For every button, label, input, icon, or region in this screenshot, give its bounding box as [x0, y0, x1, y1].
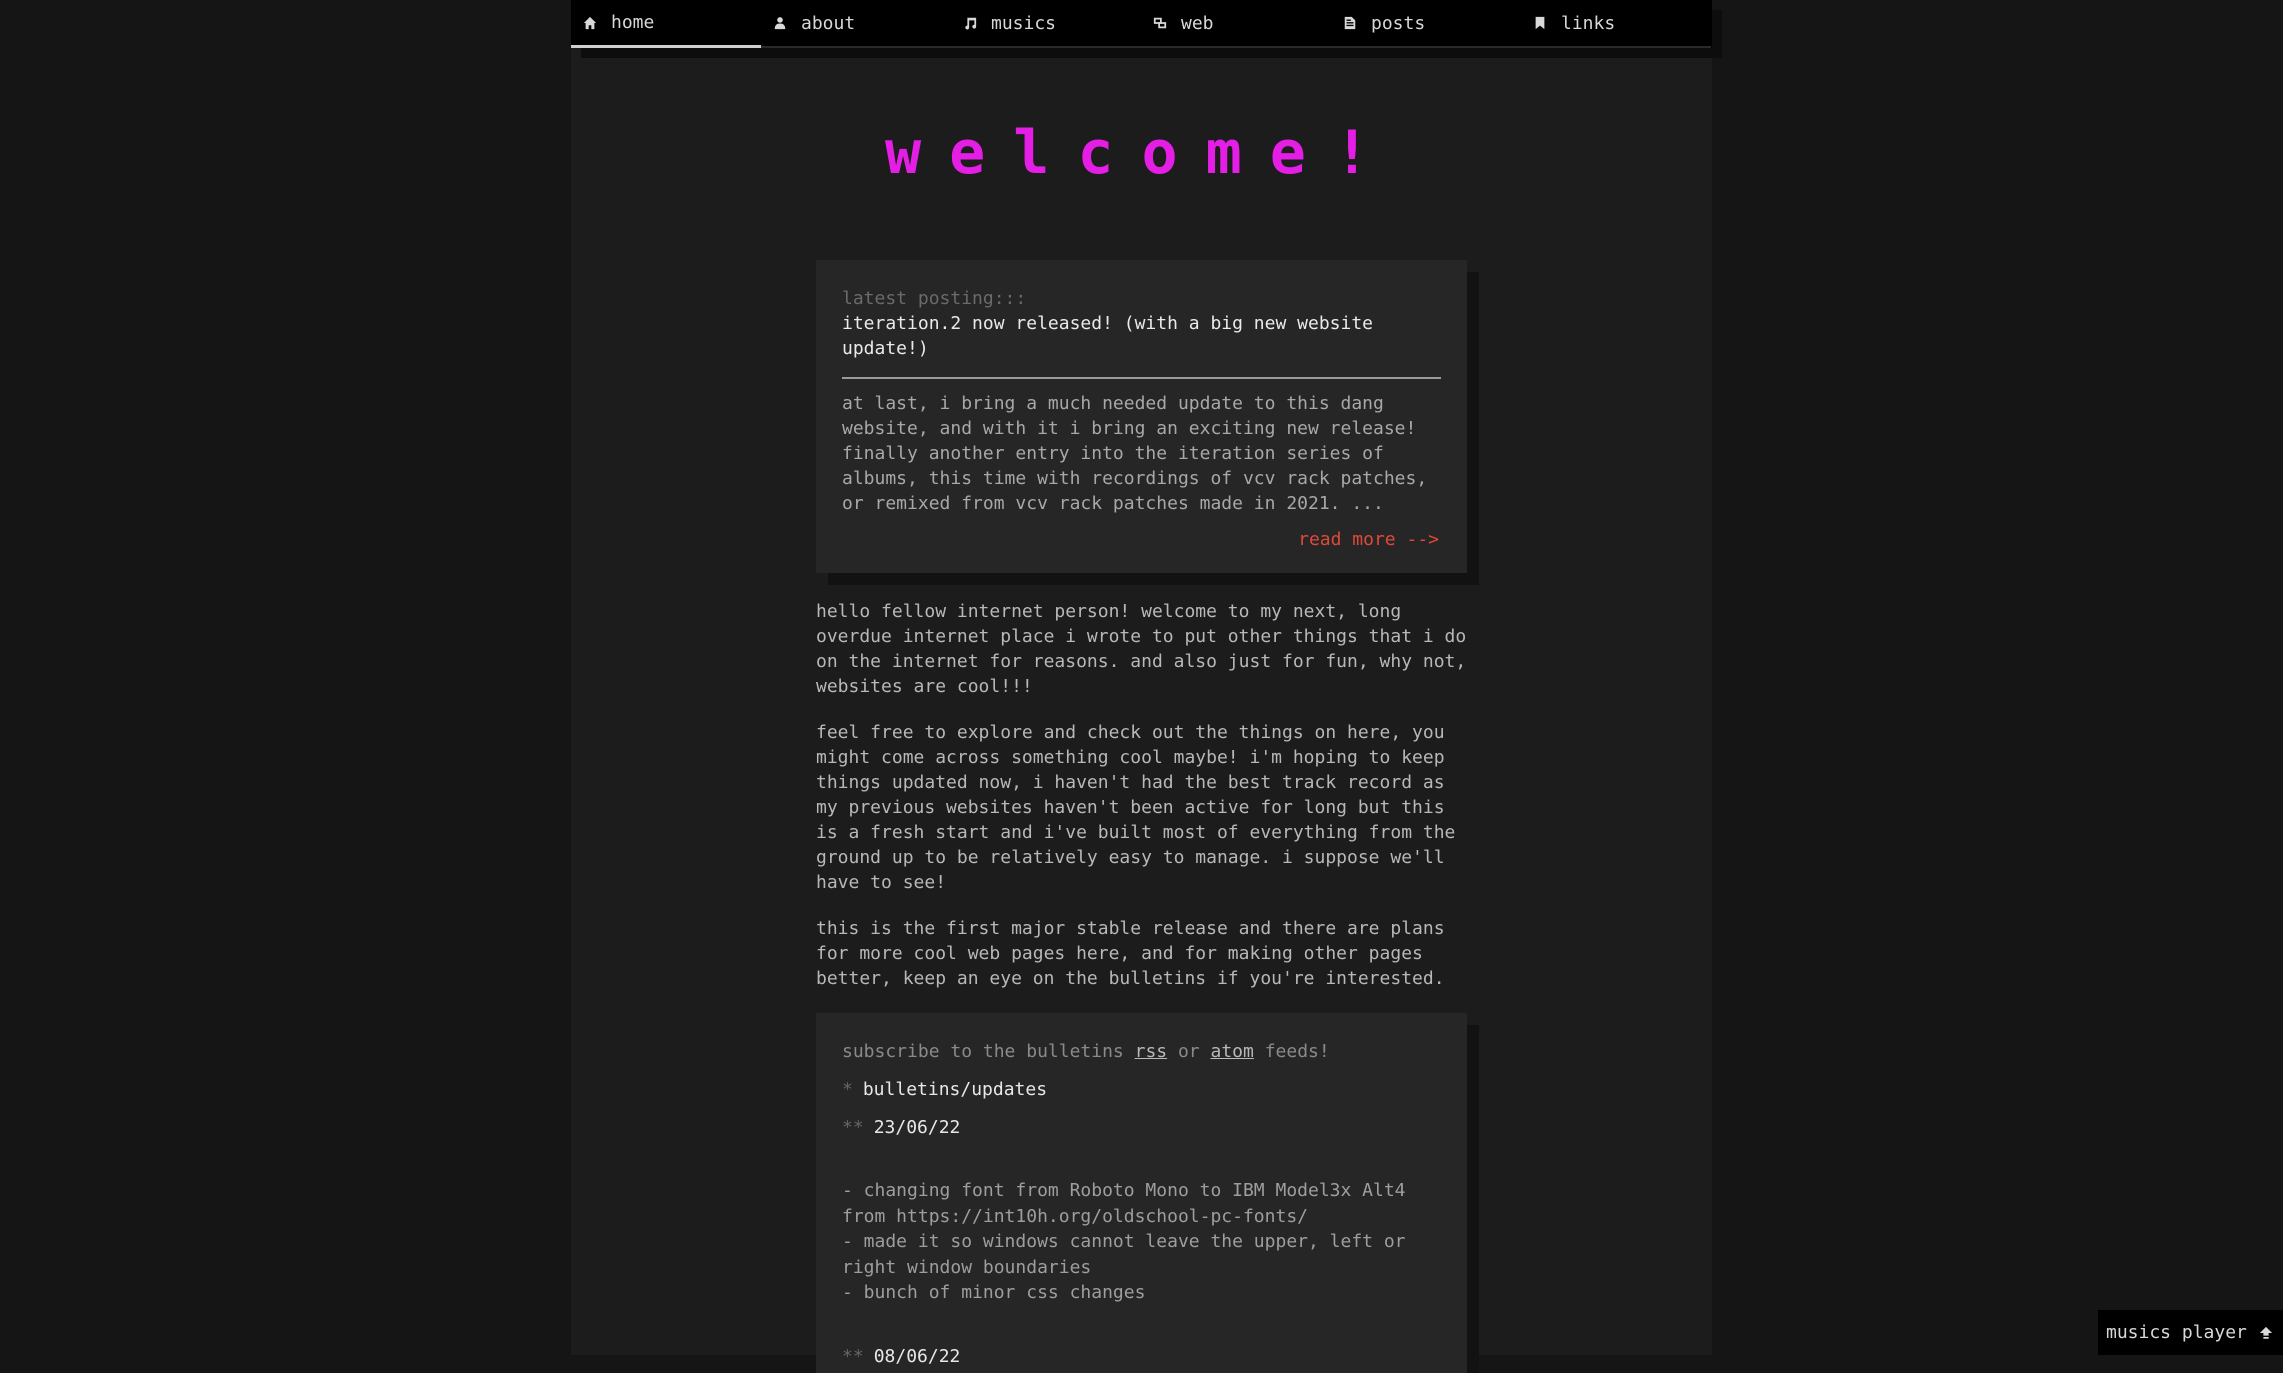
- intro-paragraph-3: this is the first major stable release and there are plans for more cool web pages here, and for making other pages better, keep an eye on the bulletins if you're interested.: [816, 918, 1445, 989]
- user-icon: [773, 16, 787, 30]
- change-item: - changing font from Roboto Mono to IBM Model3x Alt4 from https://int10h.org/oldschool-pc-fonts/: [842, 1180, 1406, 1227]
- subheading-marker: **: [842, 1345, 864, 1367]
- latest-title: iteration.2 now released! (with a big new website update!): [842, 313, 1374, 359]
- arrow-up-icon: [2259, 1326, 2273, 1340]
- bookmark-icon: [1533, 16, 1547, 30]
- top-nav: [571, 0, 1712, 48]
- intro-paragraph-2: feel free to explore and check out the things on here, you might come across something cool maybe! i'm hoping to keep things updated now, i haven't had the best track record as my previous websites haven't been active for long but this is a fresh start and i've built most of everything from the ground up to be relatively easy to manage. i suppose we'll have to see!: [816, 722, 1456, 893]
- musics-player-toggle[interactable]: [2098, 1310, 2283, 1355]
- subscribe-suffix: feeds!: [1264, 1041, 1330, 1062]
- intro-text: [816, 599, 1467, 1012]
- bulletin-changes: [842, 1178, 1441, 1306]
- atom-link[interactable]: atom: [1210, 1041, 1254, 1062]
- latest-label: latest posting:::: [842, 288, 1027, 309]
- intro-paragraph-1: hello fellow internet person! welcome to my next, long overdue internet place i wrote to put other things that i do on the internet for reasons. and also just for fun, why not, websites are cool!!!: [816, 601, 1467, 697]
- bulletins-heading: [842, 1077, 1441, 1102]
- document-icon: [1343, 16, 1357, 30]
- nav-links-label: links: [1561, 12, 1616, 34]
- nav-musics[interactable]: [951, 0, 1141, 48]
- nav-about-label: about: [801, 12, 856, 34]
- bulletin-date: 08/06/22: [873, 1345, 961, 1367]
- music-note-icon: [963, 16, 977, 30]
- nav-home-label: home: [611, 12, 655, 33]
- latest-excerpt: at last, i bring a much needed update to this dang website, and with it i bring an exciting new release! finally another entry into the iteration series of albums, this time with recordings of vcv rack patches, or remixed from vcv rack patches made in 2021. ...: [842, 393, 1428, 514]
- home-icon: [583, 16, 597, 30]
- subheading-marker: **: [842, 1117, 864, 1138]
- page-title: welcome!: [885, 118, 1398, 188]
- bulletin-date: 23/06/22: [873, 1117, 961, 1138]
- rss-link[interactable]: rss: [1134, 1041, 1168, 1062]
- musics-player-label: musics player: [2106, 1322, 2247, 1343]
- bulletins-card: [816, 1013, 1467, 1373]
- bulletin-date-heading: [842, 1115, 1441, 1140]
- bulletins-heading-text: bulletins/updates: [862, 1079, 1048, 1100]
- latest-post-card: [816, 260, 1467, 573]
- bulletin-date-heading: [842, 1344, 1441, 1369]
- nav-web[interactable]: [1141, 0, 1331, 48]
- windows-icon: [1153, 16, 1167, 30]
- nav-about[interactable]: [761, 0, 951, 48]
- subscribe-line: [842, 1039, 1441, 1064]
- heading-marker: *: [842, 1079, 853, 1100]
- nav-home[interactable]: [571, 0, 761, 48]
- nav-posts[interactable]: [1331, 0, 1521, 48]
- nav-posts-label: posts: [1371, 12, 1426, 34]
- subscribe-or: or: [1177, 1041, 1200, 1062]
- subscribe-prefix: subscribe to the bulletins: [842, 1041, 1124, 1062]
- divider: [842, 377, 1441, 379]
- change-item: - made it so windows cannot leave the upper, left or right window boundaries: [842, 1231, 1406, 1278]
- nav-links[interactable]: [1521, 0, 1711, 48]
- nav-web-label: web: [1181, 12, 1214, 34]
- change-item: - bunch of minor css changes: [842, 1282, 1146, 1303]
- nav-musics-label: musics: [991, 12, 1057, 34]
- read-more-link[interactable]: read more -->: [1298, 529, 1439, 550]
